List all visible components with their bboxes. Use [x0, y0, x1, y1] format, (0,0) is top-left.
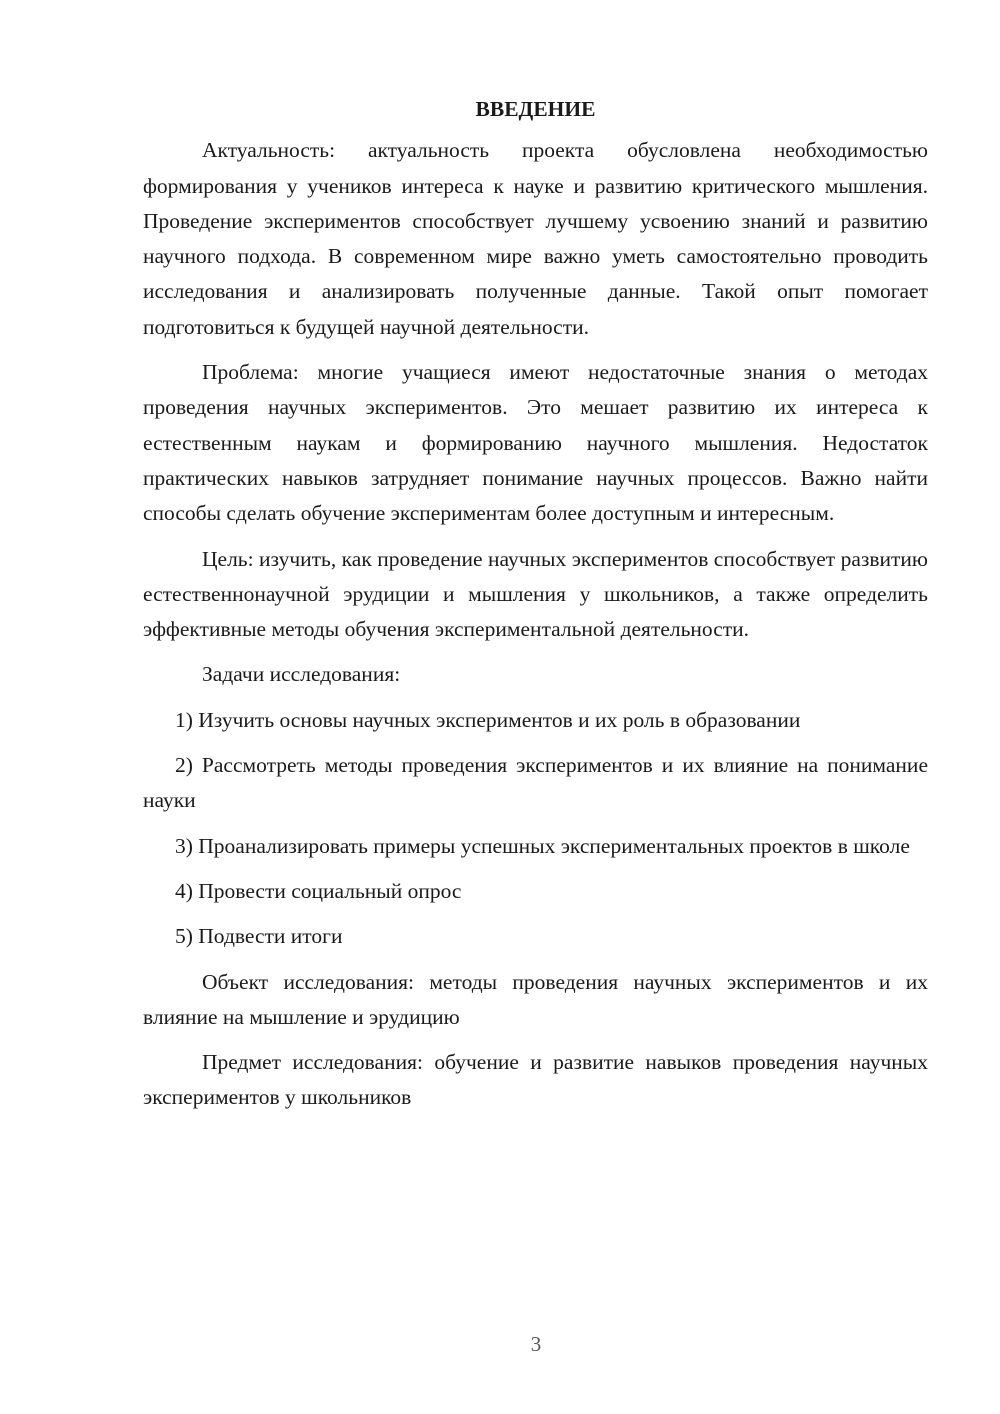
task-item: 1) Изучить основы научных экспериментов и их роль в образовании	[175, 707, 801, 732]
task-item: 2) Рассмотреть методы проведения экспериментов и их влияние на понимание науки	[143, 753, 928, 813]
problem-paragraph: Проблема: многие учащиеся имеют недостаточные знания о методах проведения научных экспериментов. Это мешает развитию их интереса к естественным наукам и формированию научного мышления. Недостаток практических навыков затрудняет понимание научных процессов. Важно найти способы сделать обучение экспериментам более доступным и интересным.	[143, 360, 928, 526]
goal-paragraph: Цель: изучить, как проведение научных экспериментов способствует развитию естественнонаучной эрудиции и мышления у школьников, а также определить эффективные методы обучения экспериментальной деятельности.	[143, 546, 928, 642]
task-item: 5) Подвести итоги	[175, 924, 343, 949]
tasks-heading: Задачи исследования:	[202, 662, 401, 687]
document-page	[143, 92, 928, 1126]
page-title: ВВЕДЕНИЕ	[475, 97, 596, 121]
task-item: 4) Провести социальный опрос	[175, 878, 462, 903]
page-number: 3	[530, 1332, 542, 1356]
object-paragraph: Объект исследования: методы проведения научных экспериментов и их влияние на мышление и эрудицию	[143, 969, 928, 1029]
tasks-list	[143, 703, 928, 955]
task-item: 3) Проанализировать примеры успешных экспериментальных проектов в школе	[175, 833, 910, 858]
subject-paragraph: Предмет исследования: обучение и развитие навыков проведения научных экспериментов у школьников	[143, 1050, 928, 1110]
relevance-paragraph: Актуальность: актуальность проекта обусловлена необходимостью формирования у учеников интереса к науке и развитию критического мышления. Проведение экспериментов способствует лучшему усвоению знаний и развитию научного подхода. В современном мире важно уметь самостоятельно проводить исследования и анализировать полученные данные. Такой опыт помогает подготовиться к будущей научной деятельности.	[143, 138, 928, 339]
